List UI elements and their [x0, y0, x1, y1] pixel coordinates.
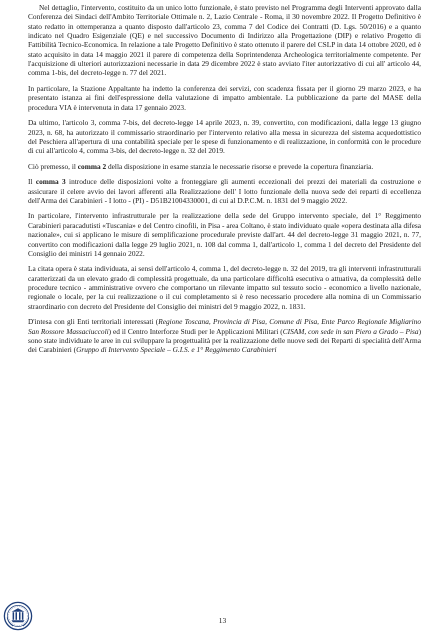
italic-text: Regione Toscana, Provincia di Pisa, Comune di Pisa, Ente Parco Regionale Migliarino San Rossore Massaciuccoli — [28, 317, 421, 336]
text-run: La citata opera è stata individuata, ai sensi dell'articolo 4, comma 1, del decreto-legge n. 32 del 2019, tra gli interventi infrastrutturali caratterizzati da un elevato grado di complessità progettuale, da una particolare difficoltà esecutiva o attuativa, da complessità delle procedure tecnico - amministrative ovvero che comportano un rilevante impatto sul tessuto socio - economico a livello nazionale, regionale o locale, per la cui realizzazione o il cui completamento si è reso necessario procedere alla nomina di un Commissario straordinario con decreto del Presidente del Consiglio dei ministri del 9 maggio 2022, n. 1831. — [28, 264, 421, 311]
text-run: Da ultimo, l'articolo 3, comma 7-bis, del decreto-legge 14 aprile 2023, n. 39, convertito, con modificazioni, dalla legge 13 giugno 2023, n. 68, ha autorizzato il commissario straordinario per l'intervento relativo alla messa in sicurezza del sistema acquedottistico del Peschiera all'apertura di una contabilità speciale per le spese di funzionamento e di realizzazione, in conformità con le procedure di cui all'articolo 4, comma 3-bis, del decreto-legge n. 32 del 2019. — [28, 118, 421, 156]
paragraph — [28, 118, 421, 155]
paragraph — [28, 3, 421, 78]
text-run: In particolare, la Stazione Appaltante ha indetto la conferenza dei servizi, con scadenza fissata per il giorno 29 marzo 2023, e ha presentato istanza ai fini dell'espressione della valutazione di impatto ambientale. La pubblicazione da parte del MASE della procedura VIA è intervenuta in data 17 gennaio 2023. — [28, 83, 421, 112]
text-run: della disposizione in esame stanzia le necessarie risorse e prevede la copertura finanziaria. — [106, 161, 374, 171]
page-number: 13 — [218, 616, 227, 625]
text-run: Il — [28, 177, 36, 187]
text-run: ) sono state individuate le aree in cui sviluppare la progettualità per la realizzazione delle nuove sedi dei Reparti di specialità dell'Arma dei Carabinieri ( — [28, 326, 422, 355]
paragraph — [28, 84, 421, 112]
chamber-seal-logo — [3, 601, 33, 631]
document-body — [28, 3, 421, 361]
bold-text: comma 3 — [35, 177, 66, 187]
text-run: introduce delle disposizioni volte a fronteggiare gli aumenti eccezionali dei prezzi dei materiali da costruzione e assicurare il celere avvio dei lavori afferenti alla Realizzazione dell' I lotto funzionale della nuova sede dei reparti di eccellenza dell'Arma dei Carabinieri - I lotto - (PI) - D51B21004330001, di cui al D.P.C.M. n. 1831 del 9 maggio 2022. — [28, 177, 421, 205]
paragraph — [28, 211, 421, 258]
paragraph — [28, 177, 421, 205]
paragraph — [28, 317, 421, 354]
text-run: D'intesa con gli Enti territoriali interessati ( — [28, 317, 159, 327]
text-run: In particolare, l'intervento infrastrutturale per la realizzazione della sede del Gruppo intervento speciale, del 1° Reggimento Carabinieri paracadutisti «Tuscania» e del Centro cinofili, in Pisa - area Coltano, è stato individuato quale «opera destinata alla difesa nazionale», cui si applicano le misure di semplificazione procedurale previste dall'art. 44 del decreto-legge 31 maggio 2021, n. 77, convertito con modificazioni dalla legge 29 luglio 2021, n. 108 dal comma 1, dall'articolo 1, comma 1 del decreto del Presidente del Consiglio dei ministri 14 gennaio 2022. — [28, 211, 421, 258]
italic-text: Gruppo di Intervento Speciale – G.I.S. e 1° Reggimento Carabinieri — [76, 345, 277, 355]
paragraph — [28, 162, 421, 171]
paragraph — [28, 264, 421, 311]
text-run: Ciò premesso, il — [28, 161, 78, 171]
text-run: ) ed il Centro Interforze Studi per le Applicazioni Militari ( — [108, 326, 283, 336]
italic-text: CISAM, con sede in san Piero a Grado – Pisa — [282, 326, 419, 336]
text-run: Nel dettaglio, l'intervento, costituito da un unico lotto funzionale, è stato previsto nel Programma degli Interventi approvato dalla Conferenza dei Sindaci dell'Ambito Territoriale Ottimale n. 2, Lazio Centrale - Roma, il 30 novembre 2022. Il Progetto Definitivo è stato redatto in ottemperanza a quanto disposto dall'articolo 23, comma 7 del Codice dei Contratti (D. Lgs. 50/2016) e a quanto indicato nel Quadro Esigenziale (QE) e nel successivo Documento di Indirizzo alla Progettazione (DIP) e relativo Progetto di Fattibilità Tecnico-Economica. In relazione a tale Progetto Definitivo è stato ottenuto il parere del CSLP in data 14 ottobre 2020, ed è stato acquisito in data 14 maggio 2021 il parere di competenza della Soprintendenza Archeologica territorialmente competente. Per l'acquisizione di ulteriori autorizzazioni necessarie in data 29 dicembre 2022 è stato avviato l'iter autorizzativo di cui all' articolo 44, comma 1-bis, del decreto-legge n. 77 del 2021. — [28, 3, 421, 78]
bold-text: comma 2 — [77, 161, 107, 171]
seal-icon — [3, 601, 33, 631]
